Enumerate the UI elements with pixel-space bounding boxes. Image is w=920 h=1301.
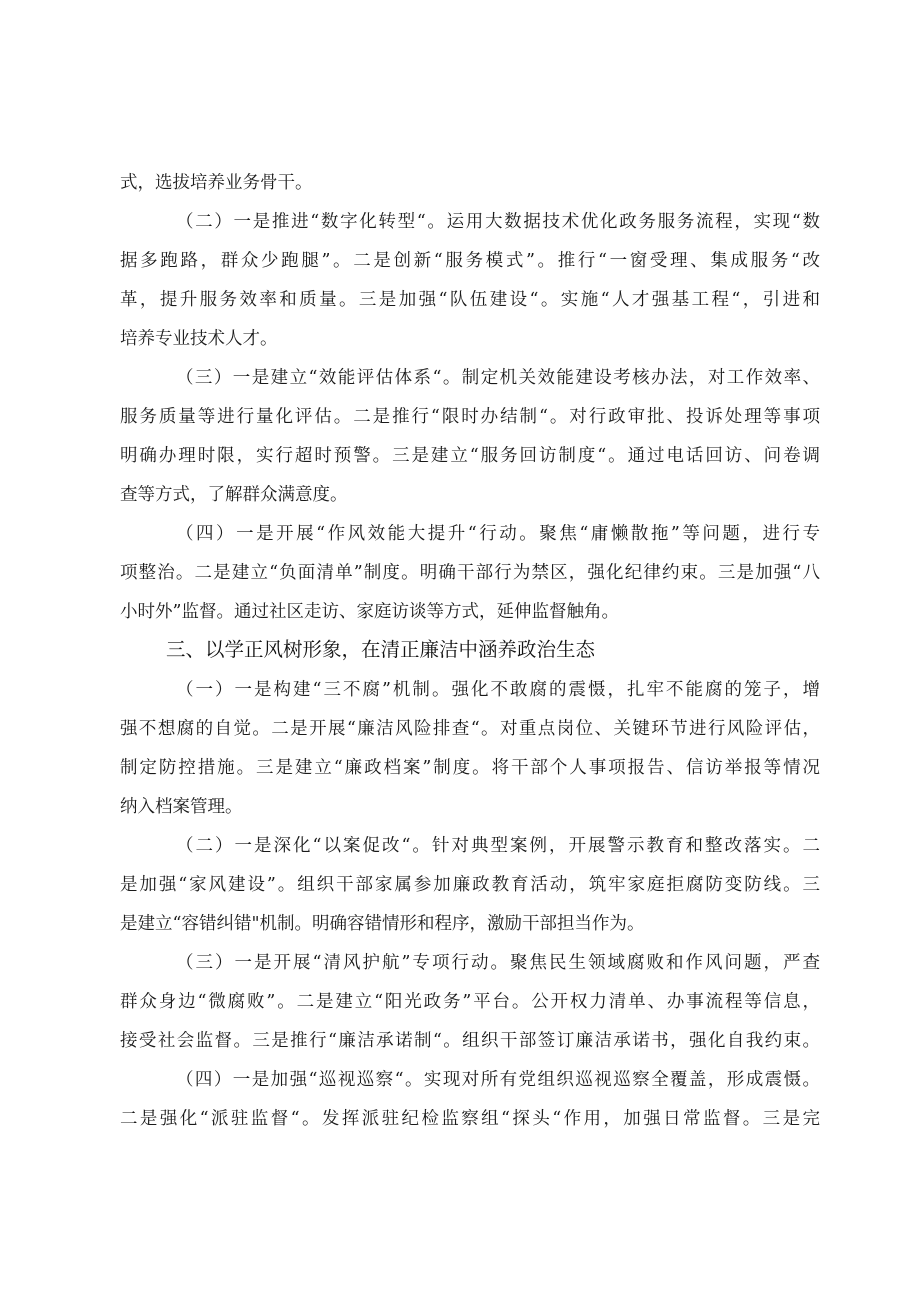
paragraph-line: 是建立“容错纠错"机制。明确容错情形和程序，激励干部担当作为。: [120, 914, 645, 934]
paragraph-line: （四）一是加强“巡视巡察“。实现对所有党组织巡视巡察全覆盖，形成震慑。: [176, 1070, 820, 1090]
paragraph-line: 明确办理时限，实行超时预警。三是建立“服务回访制度“。通过电话回访、问卷调: [120, 446, 820, 466]
section-heading: 三、以学正风树形象，在清正廉洁中涵养政治生态: [166, 638, 596, 661]
paragraph-line: 项整治。二是建立“负面清单”制度。明确干部行为禁区，强化纪律约束。三是加强“八: [120, 563, 820, 583]
paragraph-line: （三）一是开展“清风护航”专项行动。聚焦民生领域腐败和作风问题，严查: [176, 953, 820, 973]
paragraph-line: 纳入档案管理。: [120, 797, 243, 817]
paragraph-line: （三）一是建立“效能评估体系“。制定机关效能建设考核办法，对工作效率、: [176, 368, 820, 388]
paragraph-line: 式，选拔培养业务骨干。: [120, 173, 313, 193]
paragraph-line: 革，提升服务效率和质量。三是加强“队伍建设“。实施“人才强基工程“，引进和: [120, 290, 820, 310]
paragraph-line: （二）一是深化“以案促改“。针对典型案例，开展警示教育和整改落实。二: [176, 836, 820, 856]
paragraph-line: 服务质量等进行量化评估。二是推行“限时办结制“。对行政审批、投诉处理等事项: [120, 407, 820, 427]
paragraph-line: 强不想腐的自觉。二是开展“廉洁风险排查“。对重点岗位、关键环节进行风险评估，: [120, 719, 820, 739]
paragraph-line: 制定防控措施。三是建立“廉政档案”制度。将干部个人事项报告、信访举报等情况: [120, 758, 820, 778]
paragraph-line: 是加强“家风建设”。组织干部家属参加廉政教育活动，筑牢家庭拒腐防变防线。三: [120, 875, 820, 895]
paragraph-line: （四）一是开展“作风效能大提升“行动。聚焦“庸懒散拖”等问题，进行专: [176, 524, 820, 544]
paragraph-line: 查等方式，了解群众满意度。: [120, 485, 348, 505]
paragraph-line: （一）一是构建“三不腐”机制。强化不敢腐的震慑，扎牢不能腐的笼子，增: [176, 680, 820, 700]
paragraph-line: 接受社会监督。三是推行“廉洁承诺制“。组织干部签订廉洁承诺书，强化自我约束。: [120, 1031, 820, 1051]
paragraph-line: 二是强化“派驻监督“。发挥派驻纪检监察组“探头“作用，加强日常监督。三是完: [120, 1109, 820, 1129]
paragraph-line: （二）一是推进“数字化转型“。运用大数据技术优化政务服务流程，实现“数: [176, 212, 820, 232]
paragraph-line: 据多跑路，群众少跑腿”。二是创新“服务模式”。推行“一窗受理、集成服务“改: [120, 251, 820, 271]
paragraph-line: 培养专业技术人才。: [120, 329, 278, 349]
paragraph-line: 小时外”监督。通过社区走访、家庭访谈等方式，延伸监督触角。: [120, 602, 619, 622]
paragraph-line: 群众身边“微腐败”。二是建立“阳光政务”平台。公开权力清单、办事流程等信息，: [120, 992, 820, 1012]
